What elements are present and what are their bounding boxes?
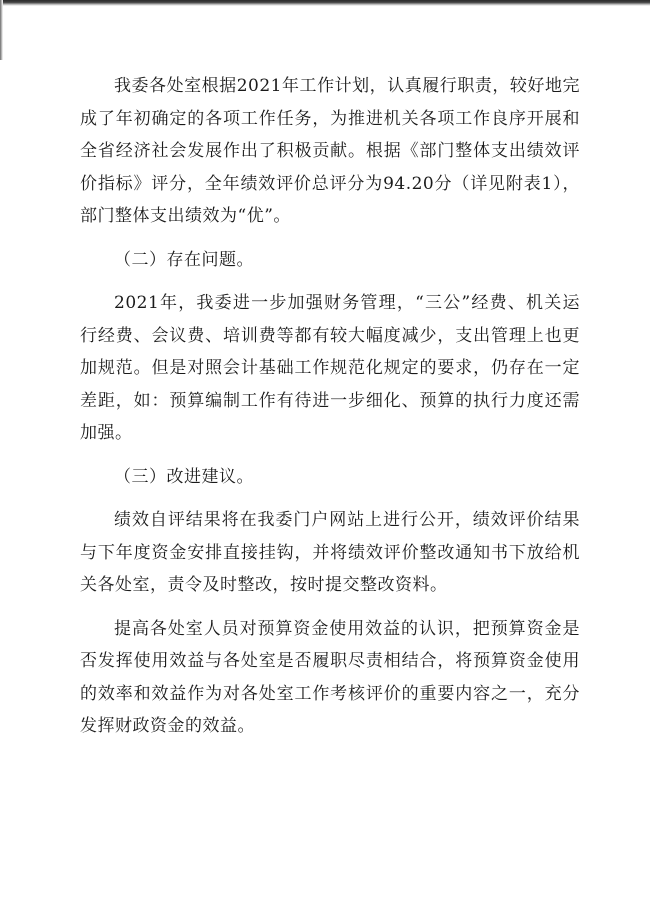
- heading-existing-problems: （二）存在问题。: [114, 249, 254, 270]
- scan-edge-top: [0, 0, 650, 6]
- paragraph-existing-problems: 2021年，我委进一步加强财务管理，“三公”经费、机关运行经费、会议费、培训费等都有较大幅度减少，支出管理上也更加规范。但是对照会计基础工作规范化规定的要求，仍存在一定差距，如：预算编制工作有待进一步细化、预算的执行力度还需加强。: [80, 293, 580, 443]
- paragraph-performance-summary: 我委各处室根据2021年工作计划，认真履行职责，较好地完成了年初确定的各项工作任务，为推进机关各项工作良序开展和全省经济社会发展作出了积极贡献。根据《部门整体支出绩效评价指标》评分，全年绩效评价总评分为94.20分（详见附表1），部门整体支出绩效为“优”。: [80, 76, 580, 226]
- paragraph-disclosure: 绩效自评结果将在我委门户网站上进行公开，绩效评价结果与下年度资金安排直接挂钩，并将绩效评价整改通知书下放给机关各处室，责令及时整改，按时提交整改资料。: [80, 510, 580, 595]
- scan-edge-left: [0, 0, 3, 60]
- paragraph-efficiency: 提高各处室人员对预算资金使用效益的认识，把预算资金是否发挥使用效益与各处室是否履职尽责相结合，将预算资金使用的效率和效益作为对各处室工作考核评价的重要内容之一，充分发挥财政资金的效益。: [80, 618, 580, 736]
- heading-improvement-suggestions: （三）改进建议。: [114, 466, 254, 487]
- document-page: [80, 70, 580, 754]
